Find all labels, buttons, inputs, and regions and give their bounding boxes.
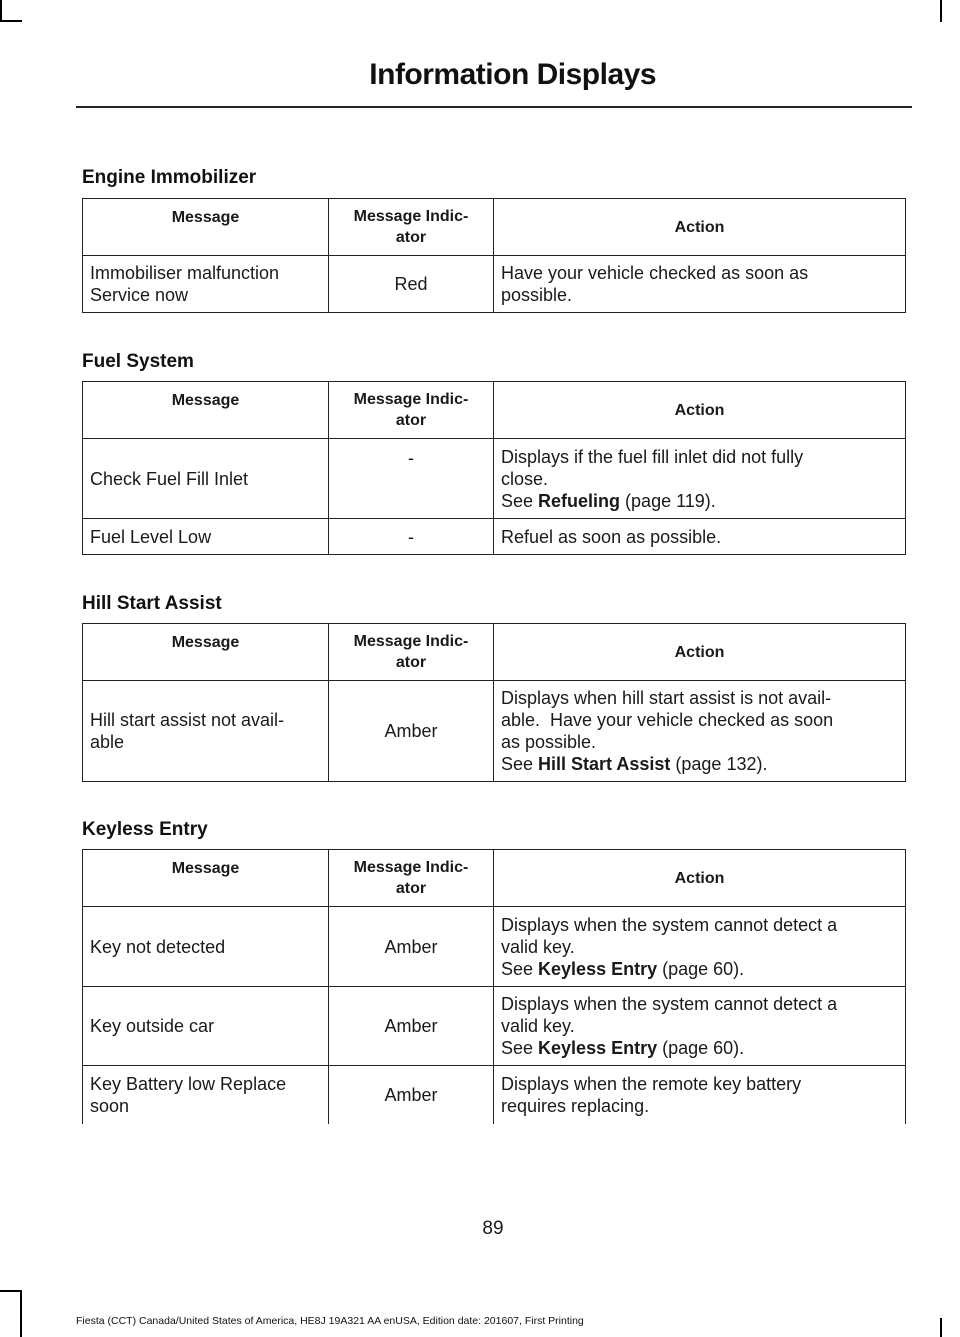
page-number: 89 (482, 1218, 504, 1239)
action-text: Displays when the system cannot detect a valid key. (501, 994, 838, 1036)
page-reference: See Hill Start Assist (page 132). (501, 754, 768, 774)
action-cell (494, 907, 906, 987)
message-cell: Key Battery low Replace soon (83, 1066, 329, 1124)
table-row (83, 681, 906, 782)
crop-mark-bottom-right (940, 1318, 942, 1337)
action-cell (494, 681, 906, 782)
indicator-cell: - (329, 439, 494, 519)
column-header-action: Action (494, 199, 906, 256)
column-header-message: Message (83, 199, 329, 256)
section-title-hill-start-assist: Hill Start Assist (82, 593, 222, 614)
action-cell (494, 987, 906, 1066)
action-text: Displays if the fuel fill inlet did not fully close. (501, 446, 804, 489)
indicator-cell: Red (329, 256, 494, 313)
column-header-indicator: Message Indic- ator (329, 199, 494, 256)
column-header-action: Action (494, 624, 906, 681)
column-header-indicator: Message Indic- ator (329, 850, 494, 907)
footer-edition-info: Fiesta (CCT) Canada/United States of America, HE8J 19A321 AA enUSA, Edition date: 201607, First Printing (76, 1315, 584, 1327)
message-cell: Key not detected (83, 907, 329, 987)
message-cell: Fuel Level Low (83, 519, 329, 555)
column-header-action: Action (494, 850, 906, 907)
indicator-cell: Amber (329, 987, 494, 1066)
column-header-message: Message (83, 624, 329, 681)
page-reference: See Keyless Entry (page 60). (501, 1038, 745, 1058)
section-title-keyless-entry: Keyless Entry (82, 819, 208, 840)
column-header-action: Action (494, 382, 906, 439)
page-reference: See Refueling (page 119). (501, 490, 716, 511)
table-row (83, 1066, 906, 1124)
page-title: Information Displays (369, 58, 656, 91)
table-engine-immobilizer (82, 198, 906, 313)
column-header-message: Message (83, 850, 329, 907)
page-reference-link[interactable]: Hill Start Assist (538, 754, 671, 774)
column-header-message: Message (83, 382, 329, 439)
table-keyless-entry (82, 849, 906, 1124)
table-row (83, 439, 906, 519)
message-cell: Key outside car (83, 987, 329, 1066)
indicator-cell: Amber (329, 907, 494, 987)
column-header-indicator: Message Indic- ator (329, 624, 494, 681)
page-reference: See Keyless Entry (page 60). (501, 958, 745, 979)
action-cell: Refuel as soon as possible. (494, 519, 906, 555)
table-row (83, 256, 906, 313)
page-reference-link[interactable]: Keyless Entry (538, 1038, 658, 1058)
crop-mark-top-left (0, 0, 2, 22)
page-reference-link[interactable]: Refueling (538, 490, 621, 511)
table-row (83, 519, 906, 555)
action-text: Displays when the system cannot detect a valid key. (501, 914, 838, 957)
message-cell: Hill start assist not avail- able (83, 681, 329, 782)
table-row (83, 907, 906, 987)
crop-mark-top-right (940, 0, 942, 22)
message-cell: Check Fuel Fill Inlet (83, 439, 329, 519)
section-title-engine-immobilizer: Engine Immobilizer (82, 167, 257, 188)
action-text: Displays when hill start assist is not avail- able. Have your vehicle checked as soon as possible. (501, 688, 834, 752)
header-divider (76, 106, 912, 108)
table-row (83, 987, 906, 1066)
section-title-fuel-system: Fuel System (82, 351, 194, 372)
crop-mark-bottom-left-v (20, 1290, 22, 1337)
column-header-indicator: Message Indic- ator (329, 382, 494, 439)
crop-mark-bottom-left (0, 1290, 22, 1292)
indicator-cell: - (329, 519, 494, 555)
indicator-cell: Amber (329, 681, 494, 782)
action-cell: Displays when the remote key battery requires replacing. (494, 1066, 906, 1124)
action-cell: Have your vehicle checked as soon as possible. (494, 256, 906, 313)
crop-mark-top-left-h (0, 20, 22, 22)
table-hill-start-assist (82, 623, 906, 782)
action-cell (494, 439, 906, 519)
page-reference-link[interactable]: Keyless Entry (538, 958, 658, 979)
indicator-cell: Amber (329, 1066, 494, 1124)
table-fuel-system (82, 381, 906, 555)
message-cell: Immobiliser malfunction Service now (83, 256, 329, 313)
